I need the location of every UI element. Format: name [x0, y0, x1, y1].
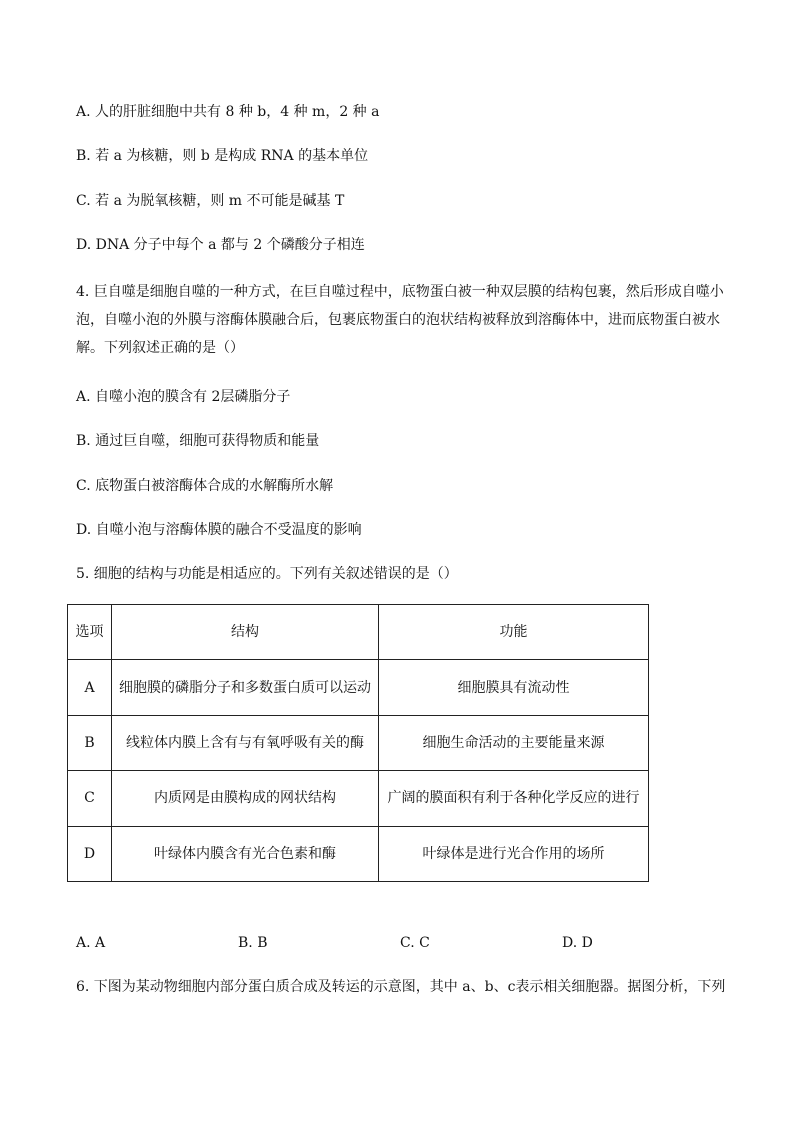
table-cell: 线粒体内膜上含有与有氧呼吸有关的酶 [112, 715, 379, 770]
table-cell: A [68, 660, 112, 715]
table-cell: 细胞膜的磷脂分子和多数蛋白质可以运动 [112, 660, 379, 715]
q3-option-b: B. 若 a 为核糖，则 b 是构成 RNA 的基本单位 [76, 148, 369, 164]
q5-option-d: D. D [562, 935, 593, 951]
q5-option-c: C. C [400, 935, 430, 951]
table-row [68, 715, 649, 770]
table-cell: B [68, 715, 112, 770]
q3-option-c: C. 若 a 为脱氧核糖，则 m 不可能是碱基 T [76, 193, 345, 209]
q4-stem: 4. 巨自噬是细胞自噬的一种方式，在巨自噬过程中，底物蛋白被一种双层膜的结构包裹，然后形成自噬小泡，自噬小泡的外膜与溶酶体膜融合后，包裹底物蛋白的泡状结构被释放到溶酶体中，进而底物蛋白被水解。下列叙述正确的是（） [76, 284, 724, 356]
table-cell: 内质网是由膜构成的网状结构 [112, 771, 379, 826]
table-header-cell: 选项 [68, 605, 112, 660]
q5-table [67, 604, 649, 882]
table-cell: C [68, 771, 112, 826]
table-row [68, 826, 649, 881]
q5-stem: 5. 细胞的结构与功能是相适应的。下列有关叙述错误的是（） [76, 566, 458, 582]
table-header-row [68, 605, 649, 660]
q4-option-b: B. 通过巨自噬，细胞可获得物质和能量 [76, 433, 320, 449]
q3-option-a: A. 人的肝脏细胞中共有 8 种 b，4 种 m，2 种 a [76, 104, 380, 120]
table-header-cell: 功能 [379, 605, 649, 660]
table-cell: 叶绿体内膜含有光合色素和酶 [112, 826, 379, 881]
table-cell: 细胞膜具有流动性 [379, 660, 649, 715]
q5-option-a: A. A [76, 935, 106, 951]
table-row [68, 771, 649, 826]
q4-option-d: D. 自噬小泡与溶酶体膜的融合不受温度的影响 [76, 522, 362, 538]
q4-option-a: A. 自噬小泡的膜含有 2层磷脂分子 [76, 389, 291, 405]
table-cell: 细胞生命活动的主要能量来源 [379, 715, 649, 770]
q6-stem: 6. 下图为某动物细胞内部分蛋白质合成及转运的示意图，其中 a、b、c表示相关细胞器。据图分析，下列 [76, 979, 726, 995]
table-row [68, 660, 649, 715]
table-cell: D [68, 826, 112, 881]
q5-option-b: B. B [238, 935, 268, 951]
table-cell: 叶绿体是进行光合作用的场所 [379, 826, 649, 881]
q4-option-c: C. 底物蛋白被溶酶体合成的水解酶所水解 [76, 478, 334, 494]
table-cell: 广阔的膜面积有利于各种化学反应的进行 [379, 771, 649, 826]
q3-option-d: D. DNA 分子中每个 a 都与 2 个磷酸分子相连 [76, 237, 365, 253]
table-header-cell: 结构 [112, 605, 379, 660]
